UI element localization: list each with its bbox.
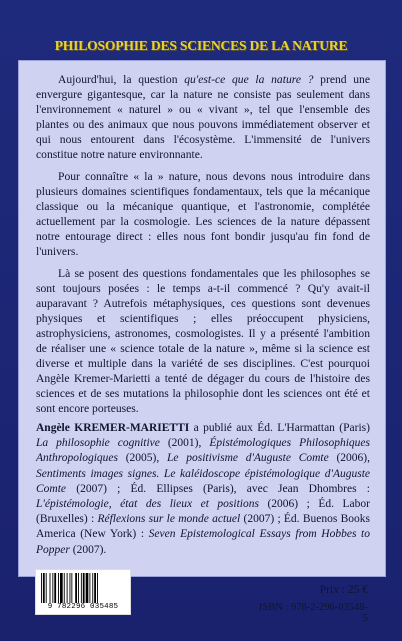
p1-question: qu'est-ce que la nature ? [184,73,314,86]
bio-title-1: La philosophie cognitive [36,437,160,450]
bio-title-4: Sentiments images signes. Le kaléidoscope épistémologique d'Auguste Comte [36,467,370,495]
blurb [36,72,370,423]
bio-title-3: Le positivisme d'Auguste Comte [167,452,329,465]
barcode [35,569,131,615]
barcode-digits: 9 782296 035485 [47,603,119,611]
blurb-paragraph-1 [36,72,370,162]
price: Prix : 25 € [319,584,368,596]
bio-s4: (2006), [328,452,370,465]
bio-title-5: L'épistémologie, état des lieux et positions [36,498,259,511]
barcode-bars [40,573,126,603]
bio-s5: (2007) ; Éd. Ellipses (Paris), avec Jean Dhombres : [66,482,370,495]
bio-s8: (2007). [69,543,107,556]
author-name: Angèle KREMER-MARIETTI [36,422,190,434]
bio-s6: (2006) ; Éd. Labor (Bruxelles) : [36,498,370,526]
bio-s1: a publié aux Éd. L'Harmattan (Paris) [189,422,370,434]
blurb-paragraph-2: Pour connaître « la » nature, nous devons nous introduire dans plusieurs domaines scientifiques fondamentaux, tels que la mécanique classique ou la mécanique quantique, et l'astronomie, complétée actuellement par la cosmologie. Les sciences de la nature dépassent notre entourage direct : elles nous font bondir jusqu'au fin fond de l'univers. [36,170,370,258]
isbn: ISBN : 978-2-296-03548-5 [258,602,368,624]
bio-s7: (2007) ; Éd. Buenos Books America (New York) : [36,513,370,541]
p1-text-a: Aujourd'hui, la question [58,73,185,86]
bio-title-2: Épistémologiques Philosophiques Anthropologiques [36,437,370,465]
author-bio [36,421,370,558]
book-title: PHILOSOPHIE DES SCIENCES DE LA NATURE [54,38,348,53]
bio-paragraph [36,421,370,558]
blurb-paragraph-3: Là se posent des questions fondamentales que les philosophes se sont toujours posées : le temps a-t-il commencé ? Qu'y avait-il auparavant ? Autrefois métaphysiques, ces questions sont devenues physiques et scientifiques ; elles préoccupent physiciens, astrophysiciens, astronomes, cosmologistes. Il y a présenté l'ambition de réaliser une « science totale de la nature », même si la science est diverse et multiple dans la variété de ses disciplines. C'est pourquoi Angèle Kremer-Marietti a tenté de dégager du cours de l'histoire des sciences et de ses mutations la philosophie dont les sciences ont été et sont encore porteuses. [36,267,370,415]
bio-title-6: Réflexions sur le monde actuel [97,513,241,526]
bio-s3: (2005), [118,452,167,465]
bio-title-7: Seven Epistemological Essays from Hobbes to Popper [36,528,370,556]
bio-s2: (2001), [159,437,210,450]
p1-text-c: prend une envergure gigantesque, car la nature ne consiste pas seulement dans l'environnement « naturel » ou « vivant », tel que l'ensemble des plantes ou des animaux que nous pouvons immédiatement observer et qui nous entourent dans l'écosystème. L'immensité de l'univers constitue notre nature environnante. [36,73,370,161]
